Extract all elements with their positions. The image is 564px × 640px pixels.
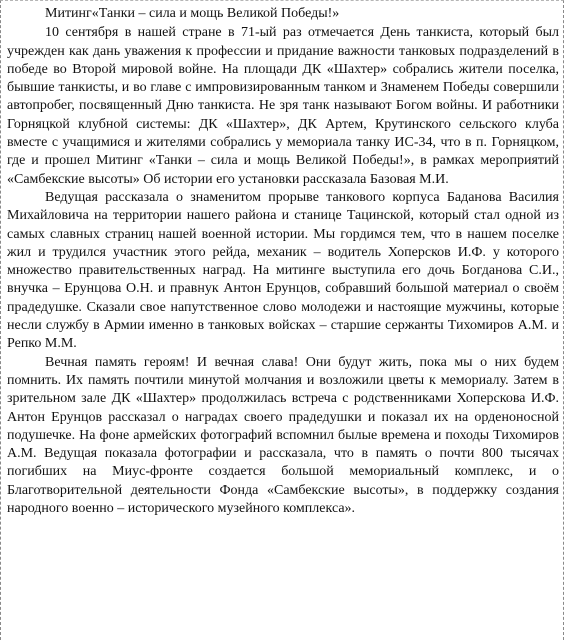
paragraph-tank-day: 10 сентября в нашей стране в 71-ый раз отмечается День танкиста, который был учрежден как дань уважения к профессии и придание важности танковых подразделений в победе во Второй мировой войне. На площади ДК «Шахтер» собрались жители поселка, бывшие танкисты, и во главе с импровизированным танком и Знаменем Победы совершили автопробег, посвященный Дню танкиста. Не зря танк называют Богом войны. И работники Горняцкой клубной системы: ДК «Шахтер», ДК Артем, Крутинского сельского клуба вместе с учащимися и жителями собрались у мемориала танку ИС-34, что в п. Горняцком, где и прошел Митинг «Танки – сила и мощь Великой Победы!», в рамках мероприятий «Самбекские высоты» Об истории его установки рассказала Базовая М.И. [7, 25, 559, 187]
document-title: Митинг«Танки – сила и мощь Великой Победы!» [45, 6, 340, 21]
paragraph-badanov-raid: Ведущая рассказала о знаменитом прорыве танкового корпуса Баданова Василия Михайловича на территории нашего района и станице Тацинской, который стал одной из самых славных страниц нашей военной истории. Мы гордимся тем, что в нашем поселке жил и трудился участник этого рейда, механик – водитель Хоперсков И.Ф. у которого множество правительственных наград. На митинге выступила его дочь Богданова С.И., внучка – Ерунцова О.Н. и правнук Антон Ерунцов, собравший большой материал о своём прадедушке. Сказали свое напутственное слово молодежи и настоящие мужчины, которые несли службу в Армии именно в танковых войсках – старшие сержанты Тихомиров А.М. и Репко М.М. [7, 189, 559, 352]
paragraph-eternal-memory: Вечная память героям! И вечная слава! Они будут жить, пока мы о них будем помнить. Их память почтили минутой молчания и возложили цветы к мемориалу. Затем в зрительном зале ДК «Шахтер» продолжилась встреча с родственниками Хоперскова И.Ф. Антон Ерунцов рассказал о наградах своего прадедушки и показал их на орденоносной подушечке. На фоне армейских фотографий вспомнил былые времена и походы Тихомиров А.М. Ведущая показала фотографии и рассказала, что в память о почти 800 тысячах погибших на Миус-фронте создается большой мемориальный комплекс, и о Благотворительной деятельности Фонда «Самбекские высоты», в поддержку создания народного военно – исторического музейного комплекса». [7, 354, 559, 517]
